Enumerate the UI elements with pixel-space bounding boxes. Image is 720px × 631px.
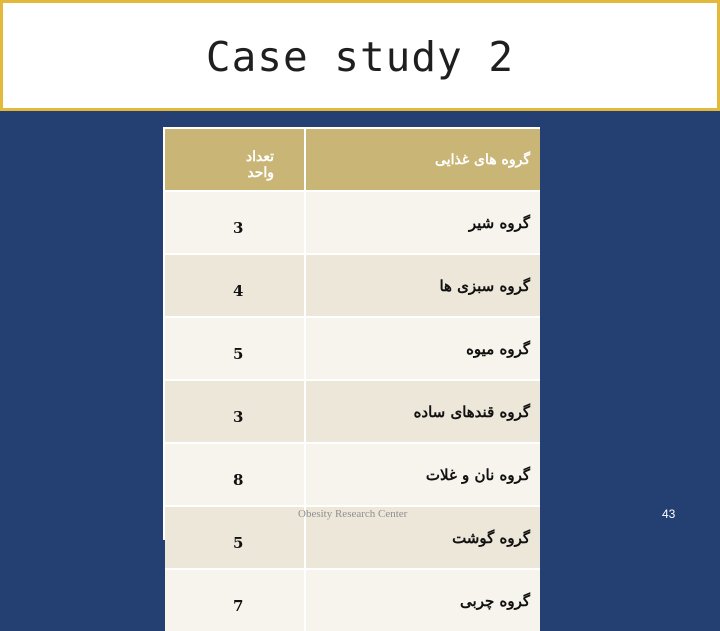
- cell-count: 5: [165, 317, 305, 380]
- food-group-table: [163, 127, 540, 615]
- header-unit-count: تعداد واحد: [165, 129, 305, 191]
- table-row: [165, 380, 540, 443]
- cell-count: 8: [165, 443, 305, 506]
- table-row: [165, 191, 540, 254]
- header-food-groups: گروه های غذایی: [305, 129, 540, 191]
- slide-title: Case study 2: [205, 33, 515, 81]
- cell-count: 3: [165, 191, 305, 254]
- cell-count: 4: [165, 254, 305, 317]
- cell-count: 3: [165, 380, 305, 443]
- cell-group: گروه چربی: [305, 569, 540, 631]
- cell-group: گروه شیر: [305, 191, 540, 254]
- table-header-row: [165, 129, 540, 191]
- cell-group: گروه نان و غلات: [305, 443, 540, 506]
- title-bar: [0, 0, 720, 111]
- table-row: [165, 254, 540, 317]
- cell-group: گروه قندهای ساده: [305, 380, 540, 443]
- page-number: 43: [662, 507, 676, 521]
- watermark-text: Obesity Research Center: [298, 508, 408, 520]
- cell-count: 5: [165, 506, 305, 569]
- cell-group: گروه سبزی ها: [305, 254, 540, 317]
- table-row: [165, 317, 540, 380]
- cell-group: گروه میوه: [305, 317, 540, 380]
- table-row: [165, 443, 540, 506]
- cell-group: گروه گوشت: [305, 506, 540, 569]
- cell-count: 7: [165, 569, 305, 631]
- table-row: [165, 569, 540, 631]
